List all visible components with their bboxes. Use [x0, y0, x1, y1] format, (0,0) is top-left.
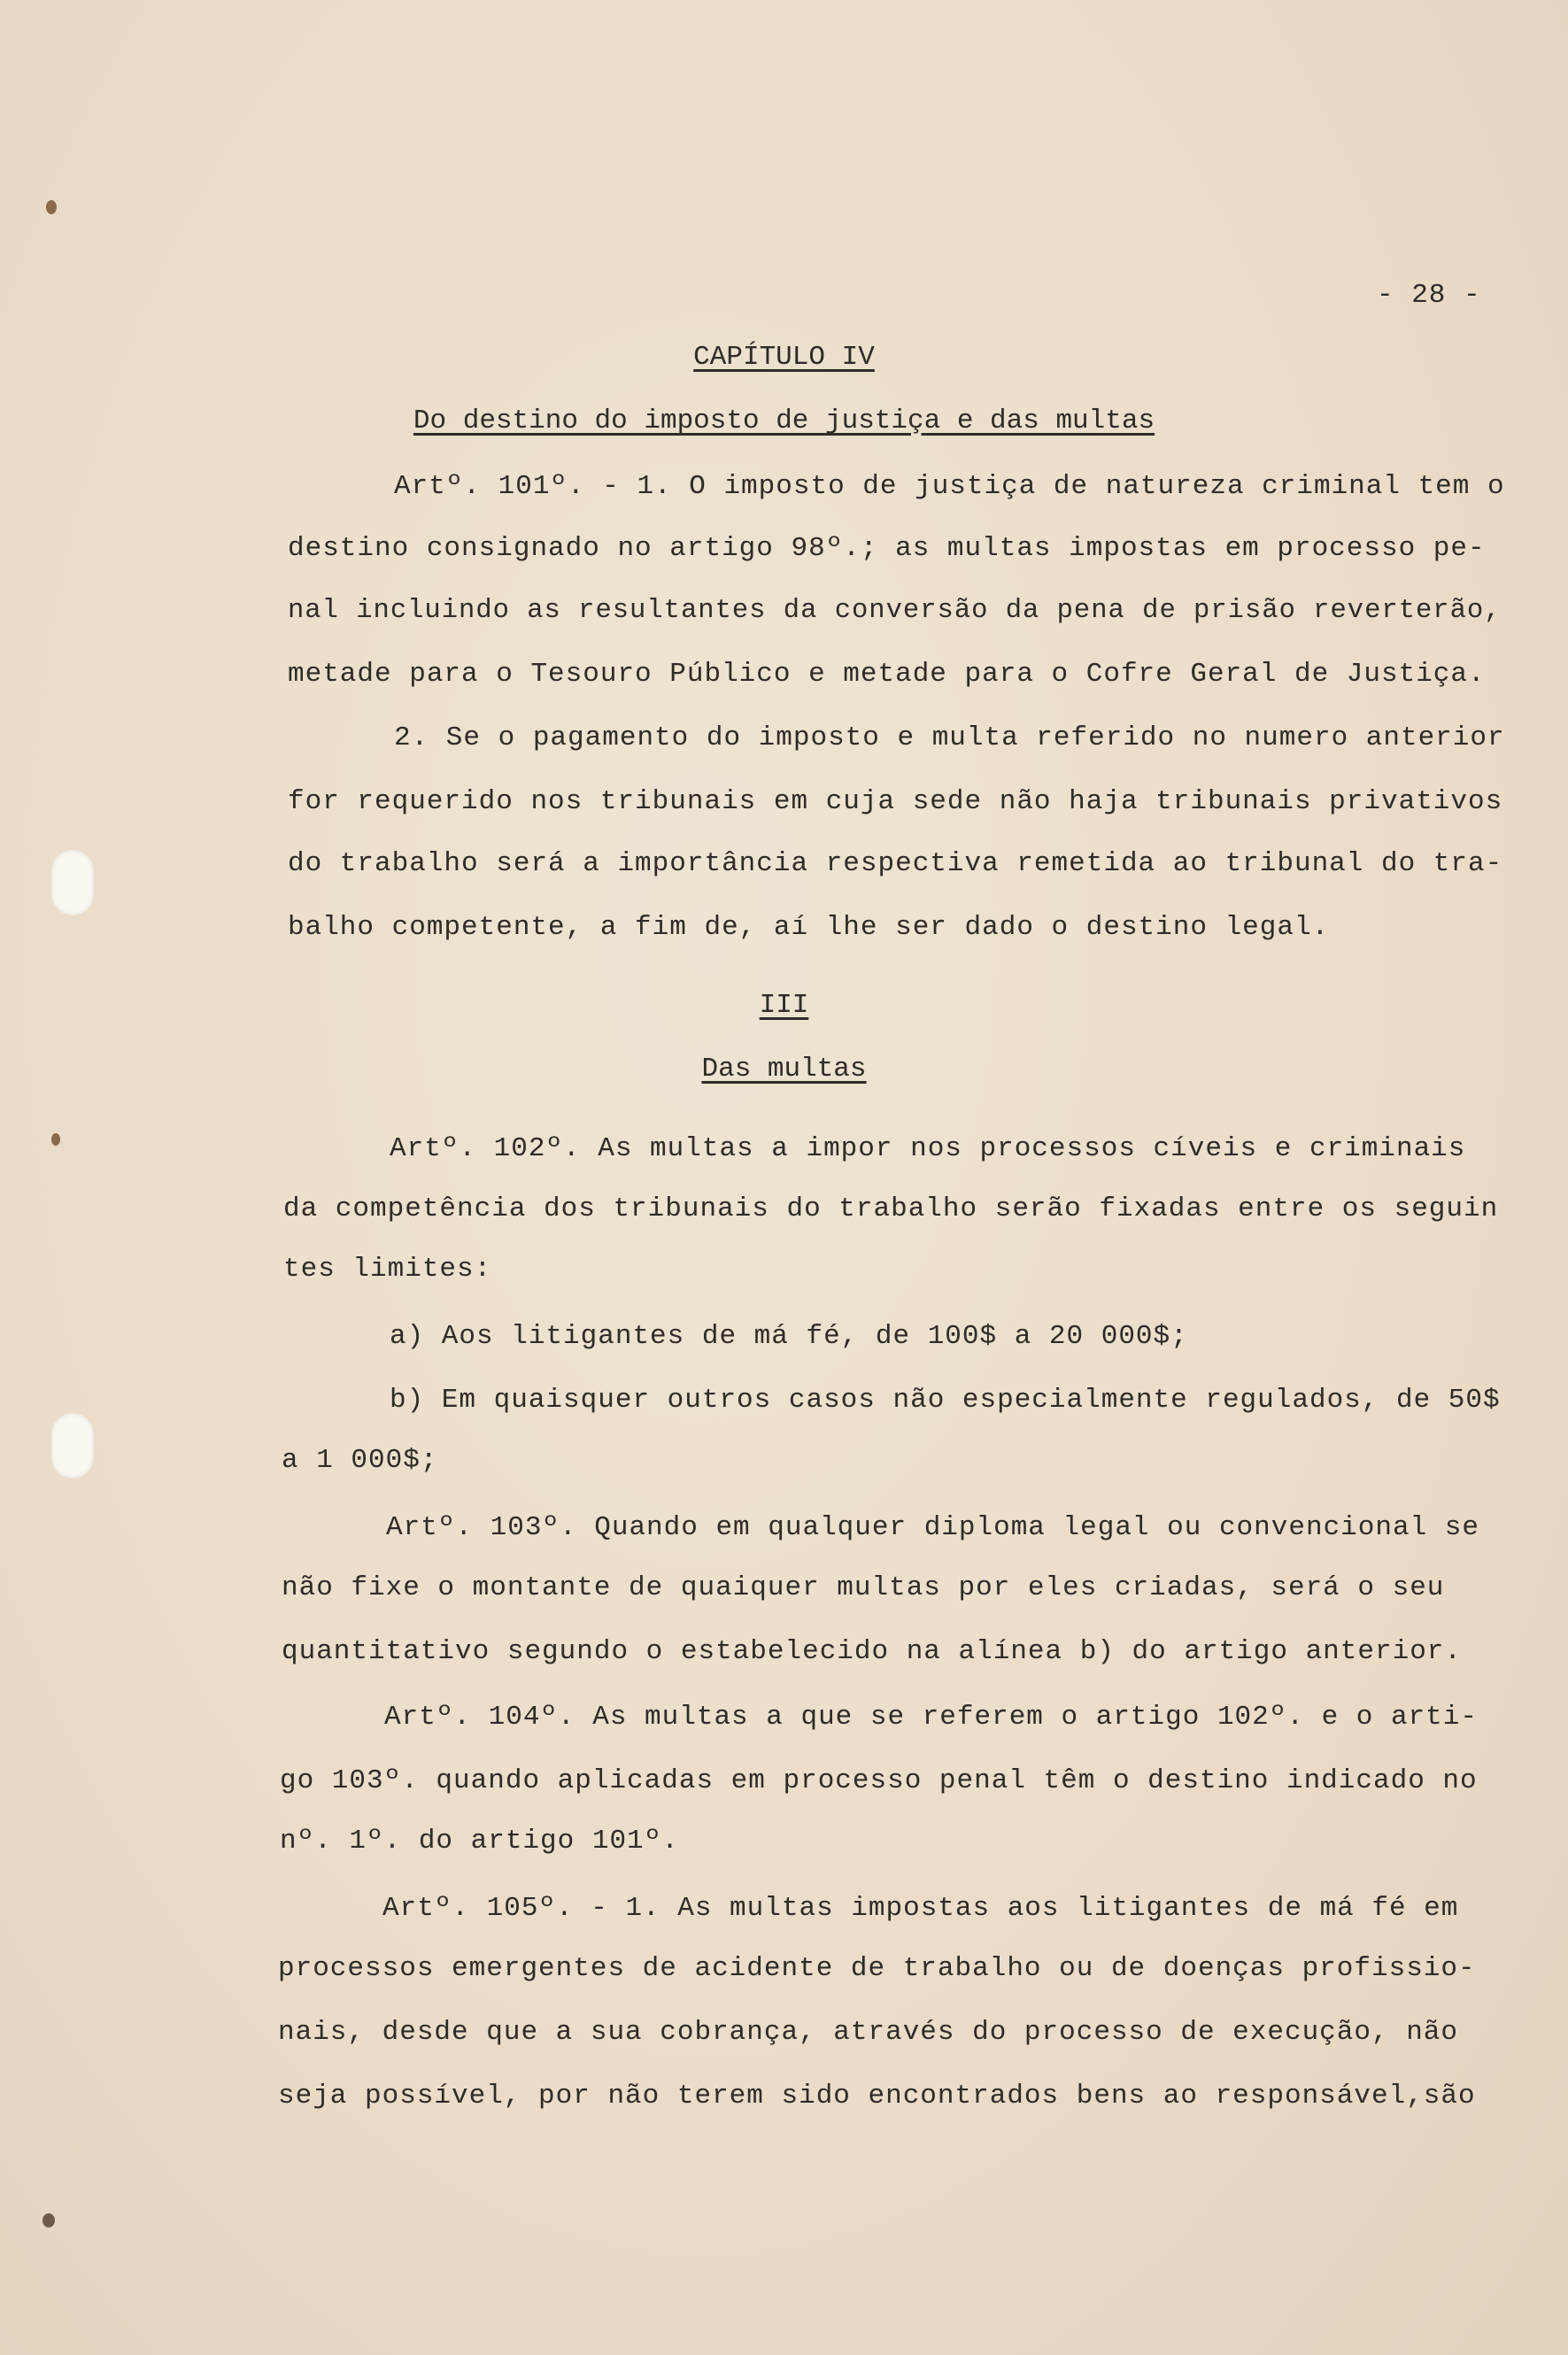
paragraph-line: nal incluindo as resultantes da conversão da pena de prisão reverterão,	[288, 596, 1502, 626]
paragraph-line: Artº. 101º. - 1. O imposto de justiça de natureza criminal tem o	[394, 471, 1505, 502]
paragraph-line: a 1 000$;	[282, 1445, 438, 1476]
paragraph-line: Artº. 105º. - 1. As multas impostas aos litigantes de má fé em	[382, 1893, 1459, 1924]
chapter-title: CAPÍTULO IV	[693, 342, 875, 373]
paragraph-line: da competência dos tribunais do trabalho serão fixadas entre os seguin	[283, 1193, 1499, 1224]
paragraph-line: for requerido nos tribunais em cuja sede não haja tribunais privativos	[288, 786, 1503, 817]
section-subtitle: Das multas	[701, 1054, 867, 1085]
paragraph-line: quantitativo segundo o estabelecido na alínea b) do artigo anterior.	[282, 1636, 1463, 1667]
paragraph-line: processos emergentes de acidente de trabalho ou de doenças profissio-	[278, 1953, 1476, 1984]
paragraph-line: Artº. 103º. Quando em qualquer diploma legal ou convencional se	[386, 1512, 1479, 1543]
paragraph-line: nº. 1º. do artigo 101º.	[280, 1826, 679, 1857]
paragraph-line: balho competente, a fim de, aí lhe ser dado o destino legal.	[288, 912, 1330, 943]
section-title: III	[759, 990, 809, 1021]
list-item: a) Aos litigantes de má fé, de 100$ a 20 000$;	[390, 1321, 1188, 1352]
punch-hole	[51, 1413, 94, 1479]
chapter-subtitle: Do destino do imposto de justiça e das multas	[413, 405, 1155, 436]
paragraph-line: metade para o Tesouro Público e metade para o Cofre Geral de Justiça.	[288, 659, 1486, 690]
paragraph-line: Artº. 104º. As multas a que se referem o artigo 102º. e o arti-	[384, 1702, 1478, 1733]
paper-stain	[46, 200, 57, 214]
paragraph-line: destino consignado no artigo 98º.; as multas impostas em processo pe-	[288, 533, 1486, 564]
punch-hole	[51, 850, 94, 915]
paragraph-line: go 103º. quando aplicadas em processo penal têm o destino indicado no	[280, 1765, 1478, 1796]
paragraph-line: seja possível, por não terem sido encontrados bens ao responsável,são	[278, 2081, 1476, 2112]
paper-stain	[42, 2213, 55, 2228]
paragraph-line: 2. Se o pagamento do imposto e multa referido no numero anterior	[394, 722, 1505, 753]
paragraph-line: tes limites:	[283, 1254, 492, 1285]
page-number: - 28 -	[1377, 280, 1481, 311]
paper-stain	[51, 1133, 60, 1146]
paragraph-line: não fixe o montante de quaiquer multas por eles criadas, será o seu	[282, 1572, 1445, 1603]
paragraph-line: do trabalho será a importância respectiva remetida ao tribunal do tra-	[288, 848, 1503, 879]
list-item: b) Em quaisquer outros casos não especialmente regulados, de 50$	[390, 1385, 1501, 1416]
paragraph-line: Artº. 102º. As multas a impor nos processos cíveis e criminais	[390, 1133, 1466, 1164]
paragraph-line: nais, desde que a sua cobrança, através do processo de execução, não	[278, 2017, 1459, 2048]
